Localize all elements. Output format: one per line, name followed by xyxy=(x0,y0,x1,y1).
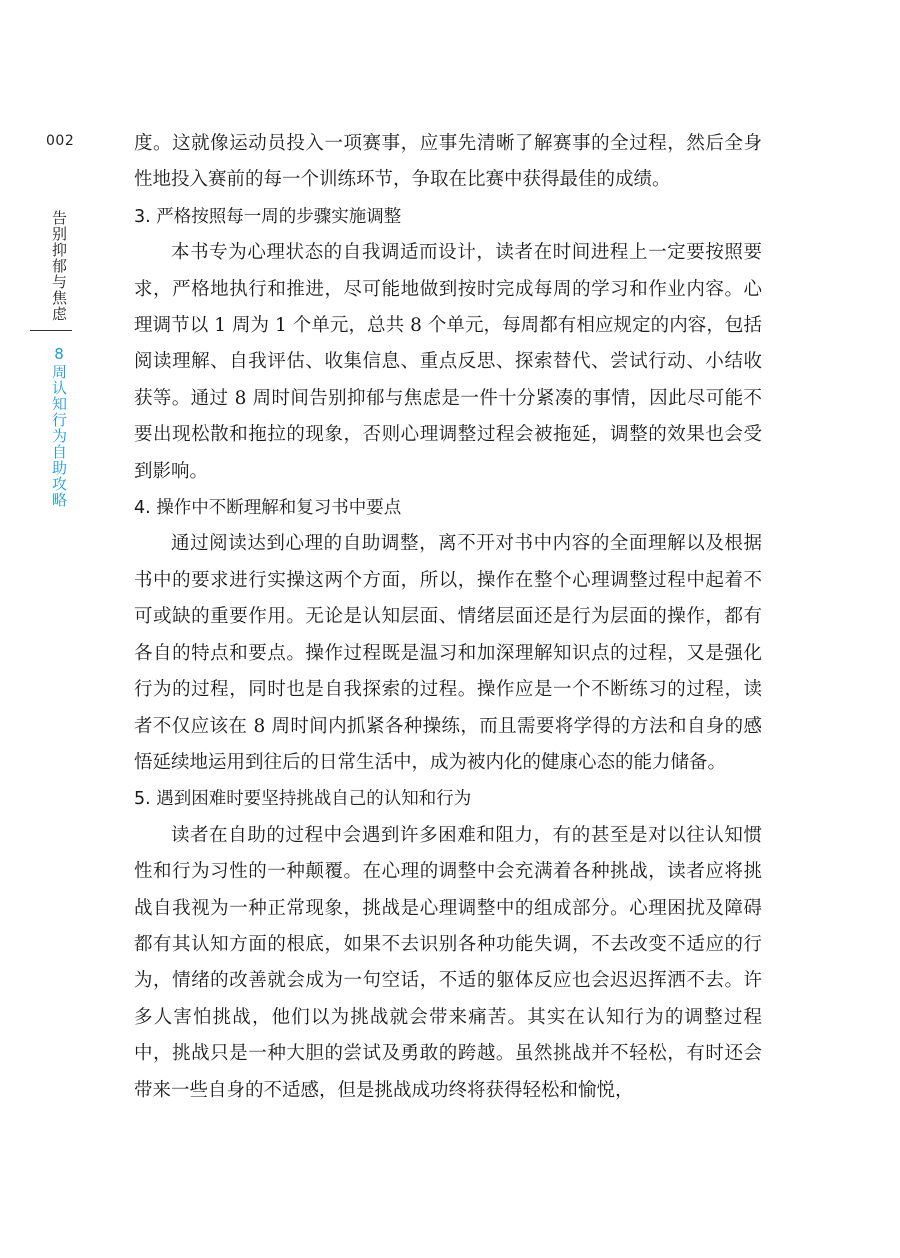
side-book-title: 告别抑郁与焦虑 xyxy=(50,210,68,322)
section-heading-3: 3. 严格按照每一周的步骤实施调整 xyxy=(134,206,402,227)
paragraph-section-3: 本书专为心理状态的自我调适而设计，读者在时间进程上一定要按照要求，严格地执行和推进，尽可能地做到按时完成每周的学习和作业内容。心理调节以 1 周为 1 个单元，总共 8 个单元，每周都有相应规定的内容，包括阅读理解、自我评估、收集信息、重点反思、探索替代、尝试行动、小结收获等。通过 8 周时间告别抑郁与焦虑是一件十分紧凑的事情，因此尽可能不要出现松散和拖拉的现象，否则心理调整过程会被拖延，调整的效果也会受到影响。 xyxy=(134,242,762,482)
section-heading-4: 4. 操作中不断理解和复习书中要点 xyxy=(134,498,402,519)
side-divider xyxy=(30,330,72,331)
paragraph-continued: 度。这就像运动员投入一项赛事，应事先清晰了解赛事的全过程，然后全身性地投入赛前的每一个训练环节，争取在比赛中获得最佳的成绩。 xyxy=(134,133,762,191)
side-book-subtitle: 8周认知行为自助攻略 xyxy=(50,345,68,508)
page-body xyxy=(134,126,762,1109)
section-heading-5: 5. 遇到困难时要坚持挑战自己的认知和行为 xyxy=(134,789,472,810)
paragraph-section-5: 读者在自助的过程中会遇到许多困难和阻力，有的甚至是对以往认知惯性和行为习性的一种颠覆。在心理的调整中会充满着各种挑战，读者应将挑战自我视为一种正常现象，挑战是心理调整中的组成部分。心理困扰及障碍都有其认知方面的根底，如果不去识别各种功能失调，不去改变不适应的行为，情绪的改善就会成为一句空话，不适的躯体反应也会迟迟挥洒不去。许多人害怕挑战，他们以为挑战就会带来痛苦。其实在认知行为的调整过程中，挑战只是一种大胆的尝试及勇敢的跨越。虽然挑战并不轻松，有时还会带来一些自身的不适感，但是挑战成功终将获得轻松和愉悦， xyxy=(134,824,762,1101)
page-number: 002 xyxy=(46,133,75,149)
paragraph-section-4: 通过阅读达到心理的自助调整，离不开对书中内容的全面理解以及根据书中的要求进行实操这两个方面，所以，操作在整个心理调整过程中起着不可或缺的重要作用。无论是认知层面、情绪层面还是行为层面的操作，都有各自的特点和要点。操作过程既是温习和加深理解知识点的过程，又是强化行为的过程，同时也是自我探索的过程。操作应是一个不断练习的过程，读者不仅应该在 8 周时间内抓紧各种操练，而且需要将学得的方法和自身的感悟延续地运用到往后的日常生活中，成为被内化的健康心态的能力储备。 xyxy=(134,533,762,773)
